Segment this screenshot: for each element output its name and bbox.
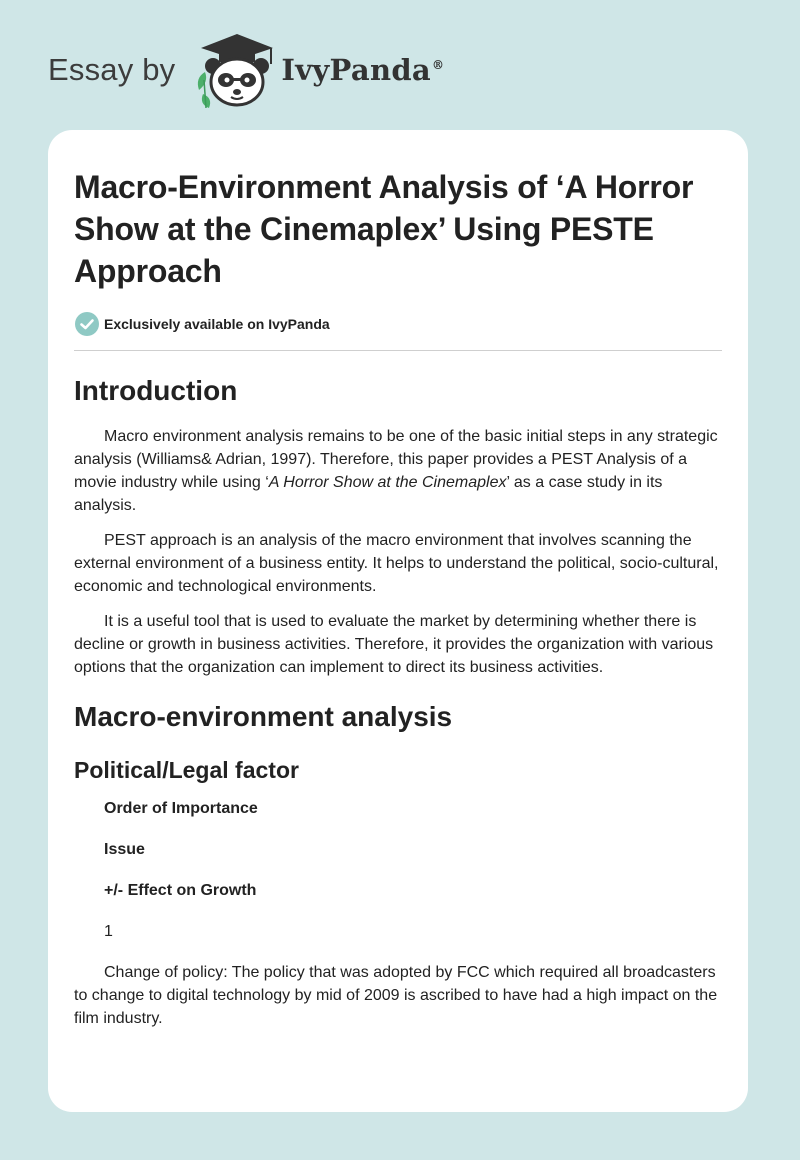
column-order-of-importance: Order of Importance <box>104 800 258 817</box>
exclusive-badge-text: Exclusively available on IvyPanda <box>104 316 330 332</box>
article-title: Macro-Environment Analysis of ‘A Horror Show at the Cinemaplex’ Using PESTE Approach <box>74 169 694 289</box>
column-issue: Issue <box>104 841 145 858</box>
intro-paragraph-2: PEST approach is an analysis of the macro environment that involves scanning the external environment of a business entity. It helps to understand the political, socio-cultural, economic and technological environments. <box>74 532 719 595</box>
title-divider <box>74 350 722 351</box>
panda-graduate-icon[interactable] <box>191 30 277 110</box>
exclusive-badge <box>74 311 722 337</box>
political-heading: Political/Legal factor <box>74 757 299 783</box>
brand-name[interactable]: IvyPanda® <box>281 53 445 87</box>
macro-heading: Macro-environment analysis <box>74 701 453 732</box>
case-study-title: A Horror Show at the Cinemaplex <box>268 474 507 491</box>
check-circle-icon <box>74 311 100 337</box>
article-card <box>48 130 748 1112</box>
column-effect-on-growth: +/- Effect on Growth <box>104 882 257 899</box>
intro-paragraph-3: It is a useful tool that is used to evaluate the market by determining whether there is decline or growth in business activities. Therefore, it provides the organization with various options that the organization can implement to direct its business activities. <box>74 613 714 676</box>
site-header <box>48 30 444 110</box>
row-issue-text: Change of policy: The policy that was adopted by FCC which required all broadcasters to change to digital technology by mid of 2009 is ascribed to have had a high impact on the film industry. <box>74 964 718 1027</box>
brand-prefix: Essay by <box>48 52 176 87</box>
intro-paragraph-1: Macro environment analysis remains to be one of the basic initial steps in any strategic analysis (Williams& Adrian, 1997). Therefore, this paper provides a PEST Analysis of a movie industry while using ‘A Horror Show at the Cinemaplex’ as a case study in its analysis. <box>74 428 718 514</box>
row-order-value: 1 <box>104 923 113 940</box>
intro-heading: Introduction <box>74 375 238 406</box>
